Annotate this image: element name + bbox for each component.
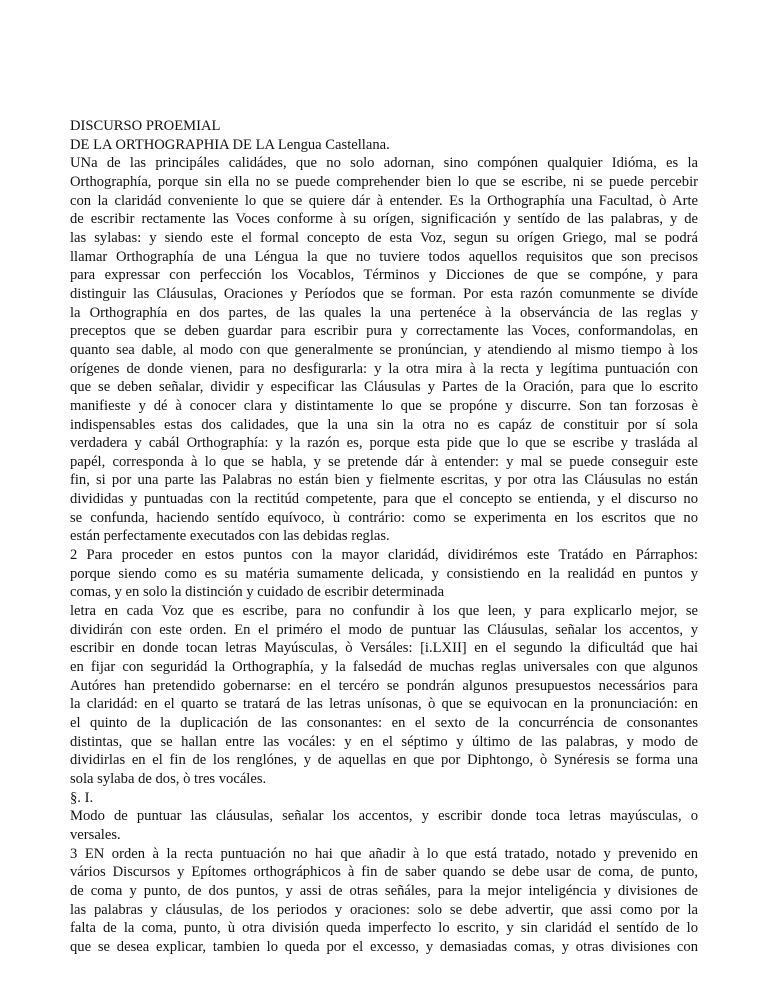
document-line: Orthographía, porque sin ella no se puede comprehender bien lo que se escribe, ni se puede percebir xyxy=(70,173,698,190)
document-line: que se deben señalar, dividir y especificar las Cláusulas y Partes de la Oración, para que lo escrito xyxy=(70,379,698,396)
document-line: UNa de las principáles calidádes, que no solo adornan, sino compónen qualquier Idióma, es la xyxy=(70,155,698,172)
document-line: Modo de puntuar las cláusulas, señalar los accentos, y escribir donde toca letras mayúsculas, o xyxy=(70,808,698,825)
document-line: la claridád: en el quarto se tratará de las letras unísonas, ò que se equivocan en la pronunciación: en xyxy=(70,696,698,713)
document-line: dividirlas en el fin de los renglónes, y de aquellas en que por Diphtongo, ò Synéresis se forma una xyxy=(70,752,698,769)
document-line: de escribir rectamente las Voces conforme à su orígen, significación y sentído de las palabras, y de xyxy=(70,211,698,228)
document-line: verdadera y cabál Orthographía: y la razón es, porque esta pide que lo que se escribe y trasláda al xyxy=(70,435,698,452)
document-line: fin, si por una parte las Palabras no están bien y fielmente escritas, y por otra las Cláusulas no están xyxy=(70,472,698,489)
document-line: papél, corresponda à lo que se habla, y se pretende dár à entender: y mal se puede conseguir este xyxy=(70,453,698,470)
document-line: el quinto de la duplicación de las consonantes: en el sexto de la concurréncia de consonantes xyxy=(70,715,698,731)
document-line: de coma y punto, de dos puntos, y assi de otras señáles, para la mejor inteligéncia y divisiones de xyxy=(70,882,698,899)
document-line: porque siendo como es su matéria sumamente delicada, y consistiendo en la realidád en puntos y xyxy=(70,565,698,582)
document-line: comas, y en solo la distinción y cuidado de escribir determinada xyxy=(70,584,445,601)
document-line: distinguir las Cláusulas, Oraciones y Períodos que se forman. Por esta razón comunmente se divíde xyxy=(70,285,698,302)
document-line: orígenes de donde vienen, para no desfigurarla: y la otra mira à la recta y legítima puntuación con xyxy=(70,360,698,377)
document-line: con la claridád conveniente lo que se quiere dár à entender. Es la Orthographía una Facultad, ò Arte xyxy=(70,192,698,209)
document-line: se confunda, haciendo sentído equívoco, ù contrário: como se experimenta en los escritos que no xyxy=(70,509,698,526)
document-line: manifieste y dé à conocer clara y distintamente lo que se propóne y discurre. Son tan forzosas è xyxy=(70,397,698,414)
document-line: §. I. xyxy=(70,789,94,806)
document-line: indispensables estas dos calidades, que la una sin la otra no es capáz de constituir por sí sola xyxy=(70,416,698,433)
document-line: preceptos que se deben guardar para escribir pura y correctamente las Voces, conformandolas, en xyxy=(70,323,698,340)
document-line: escribir en donde tocan letras Mayúsculas, ò Versáles: [i.LXII] en el segundo la dificultád que hai xyxy=(70,640,698,657)
document-line: vários Discursos y Epítomes orthográphicos à fin de saber quando se debe usar de coma, de punto, xyxy=(70,864,698,881)
document-line: sola sylaba de dos, ò tres vocáles. xyxy=(70,770,267,787)
document-line: están perfectamente executados con las debidas reglas. xyxy=(70,528,390,545)
document-line: las sylabas: y siendo este el formal concepto de esta Voz, segun su orígen Griego, mal se podrá xyxy=(70,229,698,246)
document-line: la Orthographía en dos partes, de las quales la una pertenéce à la observáncia de las reglas y xyxy=(70,304,698,321)
document-line: en fijar con seguridád la Orthographía, y la falsedád de muchas reglas universales con que algunos xyxy=(70,659,698,676)
document-line: distintas, que se hallan entre las vocáles: y en el séptimo y último de las palabras, y modo de xyxy=(70,733,698,750)
document-line: divididas y puntuadas con la rectitúd competente, para que el concepto se entienda, y el discurso no xyxy=(70,491,698,508)
document-line: llamar Orthographía de una Léngua la que no tuviere todos aquellos requisitos que son precisos xyxy=(70,248,698,265)
document-line: letra en cada Voz que es escribe, para no confundir à los que leen, y para explicarlo mejor, se xyxy=(70,603,698,620)
document-line: las palabras y cláusulas, de los periodos y oraciones: solo se debe advertir, que assi como por la xyxy=(70,901,698,918)
document-line: DISCURSO PROEMIAL xyxy=(70,118,221,134)
document-line: 3 EN orden à la recta puntuación no hai que añadir à lo que está tratado, notado y prevenido en xyxy=(70,845,698,862)
document-line: Autóres han pretendido gobernarse: en el tercéro se pondrán algunos presupuestos necessários para xyxy=(70,677,698,694)
document-line: falta de la coma, punto, ù otra división queda imperfecto lo escrito, y sin claridád el sentído de lo xyxy=(70,920,698,937)
document-line: 2 Para proceder en estos puntos con la mayor claridád, dividirémos este Tratádo en Párraphos: xyxy=(70,547,698,564)
document-text-column xyxy=(70,117,698,957)
document-line: DE LA ORTHOGRAPHIA DE LA Lengua Castellana. xyxy=(70,136,390,153)
document-line: dividirán con este orden. En el priméro el modo de puntuar las Cláusulas, señalar los accentos, y xyxy=(70,621,698,638)
document-line: quanto sea dable, al modo con que generalmente se pronúncian, y atendiendo al mismo tiempo à los xyxy=(70,341,698,358)
document-line: que se desea explicar, tambien lo queda por el excesso, y demasiadas comas, y otras divisiones con xyxy=(70,938,698,955)
document-line: versales. xyxy=(70,826,121,843)
document-line: para expressar con perfección los Vocablos, Términos y Dicciones de que se compóne, y para xyxy=(70,267,698,284)
